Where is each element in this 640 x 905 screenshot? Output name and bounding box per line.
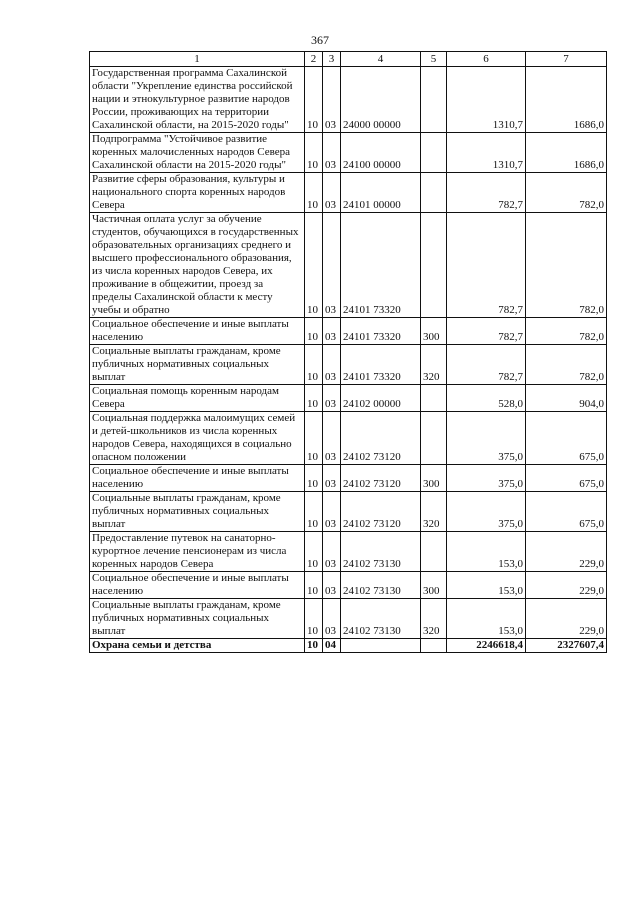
table-row	[90, 572, 607, 599]
target-code-cell: 24102 73120	[341, 465, 421, 492]
target-code-cell: 24000 00000	[341, 67, 421, 133]
target-code-cell: 24101 00000	[341, 173, 421, 213]
table-row	[90, 599, 607, 639]
section-cell: 10	[305, 465, 323, 492]
section-cell: 10	[305, 639, 323, 653]
table-row	[90, 532, 607, 572]
amount-year2-cell: 229,0	[526, 532, 607, 572]
amount-year1-cell: 1310,7	[447, 133, 526, 173]
amount-year1-cell: 375,0	[447, 492, 526, 532]
target-code-cell: 24101 73320	[341, 318, 421, 345]
amount-year1-cell: 528,0	[447, 385, 526, 412]
target-code-cell: 24102 73130	[341, 532, 421, 572]
amount-year2-cell: 782,0	[526, 213, 607, 318]
expense-kind-cell	[421, 532, 447, 572]
expense-kind-cell	[421, 213, 447, 318]
subsection-cell: 03	[323, 213, 341, 318]
row-name-cell: Подпрограмма "Устойчивое развитие коренных малочисленных народов Севера Сахалинской области на 2015-2020 годы"	[90, 133, 305, 173]
subsection-cell: 03	[323, 345, 341, 385]
table-row	[90, 465, 607, 492]
expense-kind-cell: 320	[421, 492, 447, 532]
row-name-cell: Социальные выплаты гражданам, кроме публичных нормативных социальных выплат	[90, 345, 305, 385]
table-row	[90, 173, 607, 213]
subsection-cell: 03	[323, 465, 341, 492]
section-cell: 10	[305, 67, 323, 133]
row-name-cell: Развитие сферы образования, культуры и национального спорта коренных народов Севера	[90, 173, 305, 213]
section-cell: 10	[305, 173, 323, 213]
amount-year2-cell: 675,0	[526, 492, 607, 532]
header-cell: 7	[526, 52, 607, 67]
expense-kind-cell	[421, 173, 447, 213]
subsection-cell: 04	[323, 639, 341, 653]
amount-year1-cell: 153,0	[447, 599, 526, 639]
header-cell: 4	[341, 52, 421, 67]
amount-year1-cell: 782,7	[447, 318, 526, 345]
subsection-cell: 03	[323, 599, 341, 639]
section-cell: 10	[305, 318, 323, 345]
table-row	[90, 385, 607, 412]
table-header-row	[90, 52, 607, 67]
table-row	[90, 639, 607, 653]
table-row	[90, 412, 607, 465]
budget-table	[89, 51, 607, 653]
subsection-cell: 03	[323, 318, 341, 345]
amount-year2-cell: 2327607,4	[526, 639, 607, 653]
row-name-cell: Социальное обеспечение и иные выплаты населению	[90, 572, 305, 599]
table-row	[90, 492, 607, 532]
expense-kind-cell: 300	[421, 572, 447, 599]
header-cell: 6	[447, 52, 526, 67]
expense-kind-cell	[421, 385, 447, 412]
amount-year1-cell: 375,0	[447, 465, 526, 492]
amount-year1-cell: 782,7	[447, 213, 526, 318]
amount-year2-cell: 1686,0	[526, 133, 607, 173]
expense-kind-cell: 300	[421, 318, 447, 345]
target-code-cell: 24102 73130	[341, 572, 421, 599]
amount-year1-cell: 2246618,4	[447, 639, 526, 653]
expense-kind-cell	[421, 133, 447, 173]
amount-year1-cell: 1310,7	[447, 67, 526, 133]
subsection-cell: 03	[323, 572, 341, 599]
amount-year2-cell: 1686,0	[526, 67, 607, 133]
table-row	[90, 318, 607, 345]
subsection-cell: 03	[323, 173, 341, 213]
amount-year1-cell: 375,0	[447, 412, 526, 465]
row-name-cell: Государственная программа Сахалинской области "Укрепление единства российской нации и этнокультурное развитие народов России, проживающих на территории Сахалинской области, на 2015-2020 годы"	[90, 67, 305, 133]
expense-kind-cell: 300	[421, 465, 447, 492]
target-code-cell: 24102 73120	[341, 492, 421, 532]
row-name-cell: Социальное обеспечение и иные выплаты населению	[90, 465, 305, 492]
section-cell: 10	[305, 213, 323, 318]
row-name-cell: Социальные выплаты гражданам, кроме публичных нормативных социальных выплат	[90, 599, 305, 639]
section-cell: 10	[305, 412, 323, 465]
row-name-cell: Социальная помощь коренным народам Севера	[90, 385, 305, 412]
amount-year2-cell: 904,0	[526, 385, 607, 412]
section-cell: 10	[305, 385, 323, 412]
target-code-cell: 24102 00000	[341, 385, 421, 412]
expense-kind-cell	[421, 412, 447, 465]
section-cell: 10	[305, 345, 323, 385]
subsection-cell: 03	[323, 412, 341, 465]
amount-year2-cell: 782,0	[526, 318, 607, 345]
table-row	[90, 67, 607, 133]
target-code-cell: 24102 73120	[341, 412, 421, 465]
amount-year2-cell: 229,0	[526, 599, 607, 639]
row-name-cell: Социальные выплаты гражданам, кроме публичных нормативных социальных выплат	[90, 492, 305, 532]
amount-year2-cell: 782,0	[526, 345, 607, 385]
section-cell: 10	[305, 492, 323, 532]
amount-year2-cell: 675,0	[526, 465, 607, 492]
amount-year2-cell: 229,0	[526, 572, 607, 599]
header-cell: 5	[421, 52, 447, 67]
section-cell: 10	[305, 599, 323, 639]
amount-year1-cell: 782,7	[447, 345, 526, 385]
row-name-cell: Охрана семьи и детства	[90, 639, 305, 653]
row-name-cell: Социальное обеспечение и иные выплаты населению	[90, 318, 305, 345]
section-cell: 10	[305, 532, 323, 572]
target-code-cell: 24102 73130	[341, 599, 421, 639]
subsection-cell: 03	[323, 492, 341, 532]
table-row	[90, 345, 607, 385]
subsection-cell: 03	[323, 385, 341, 412]
expense-kind-cell	[421, 639, 447, 653]
section-cell: 10	[305, 572, 323, 599]
target-code-cell: 24101 73320	[341, 345, 421, 385]
target-code-cell	[341, 639, 421, 653]
header-cell: 2	[305, 52, 323, 67]
subsection-cell: 03	[323, 133, 341, 173]
target-code-cell: 24101 73320	[341, 213, 421, 318]
subsection-cell: 03	[323, 67, 341, 133]
table-row	[90, 133, 607, 173]
header-cell: 3	[323, 52, 341, 67]
expense-kind-cell: 320	[421, 345, 447, 385]
expense-kind-cell	[421, 67, 447, 133]
subsection-cell: 03	[323, 532, 341, 572]
amount-year2-cell: 675,0	[526, 412, 607, 465]
section-cell: 10	[305, 133, 323, 173]
expense-kind-cell: 320	[421, 599, 447, 639]
header-cell: 1	[90, 52, 305, 67]
amount-year1-cell: 153,0	[447, 572, 526, 599]
target-code-cell: 24100 00000	[341, 133, 421, 173]
page-number: 367	[311, 33, 329, 47]
row-name-cell: Социальная поддержка малоимущих семей и детей-школьников из числа коренных народов Севера, находящихся в социально опасном положении	[90, 412, 305, 465]
row-name-cell: Частичная оплата услуг за обучение студентов, обучающихся в государственных образовательных организациях среднего и высшего профессионального образования, из числа коренных народов Севера, их проживание в общежитии, проезд за пределы Сахалинской области к месту учебы и обратно	[90, 213, 305, 318]
amount-year2-cell: 782,0	[526, 173, 607, 213]
row-name-cell: Предоставление путевок на санаторно-курортное лечение пенсионерам из числа коренных народов Севера	[90, 532, 305, 572]
table-row	[90, 213, 607, 318]
amount-year1-cell: 153,0	[447, 532, 526, 572]
amount-year1-cell: 782,7	[447, 173, 526, 213]
